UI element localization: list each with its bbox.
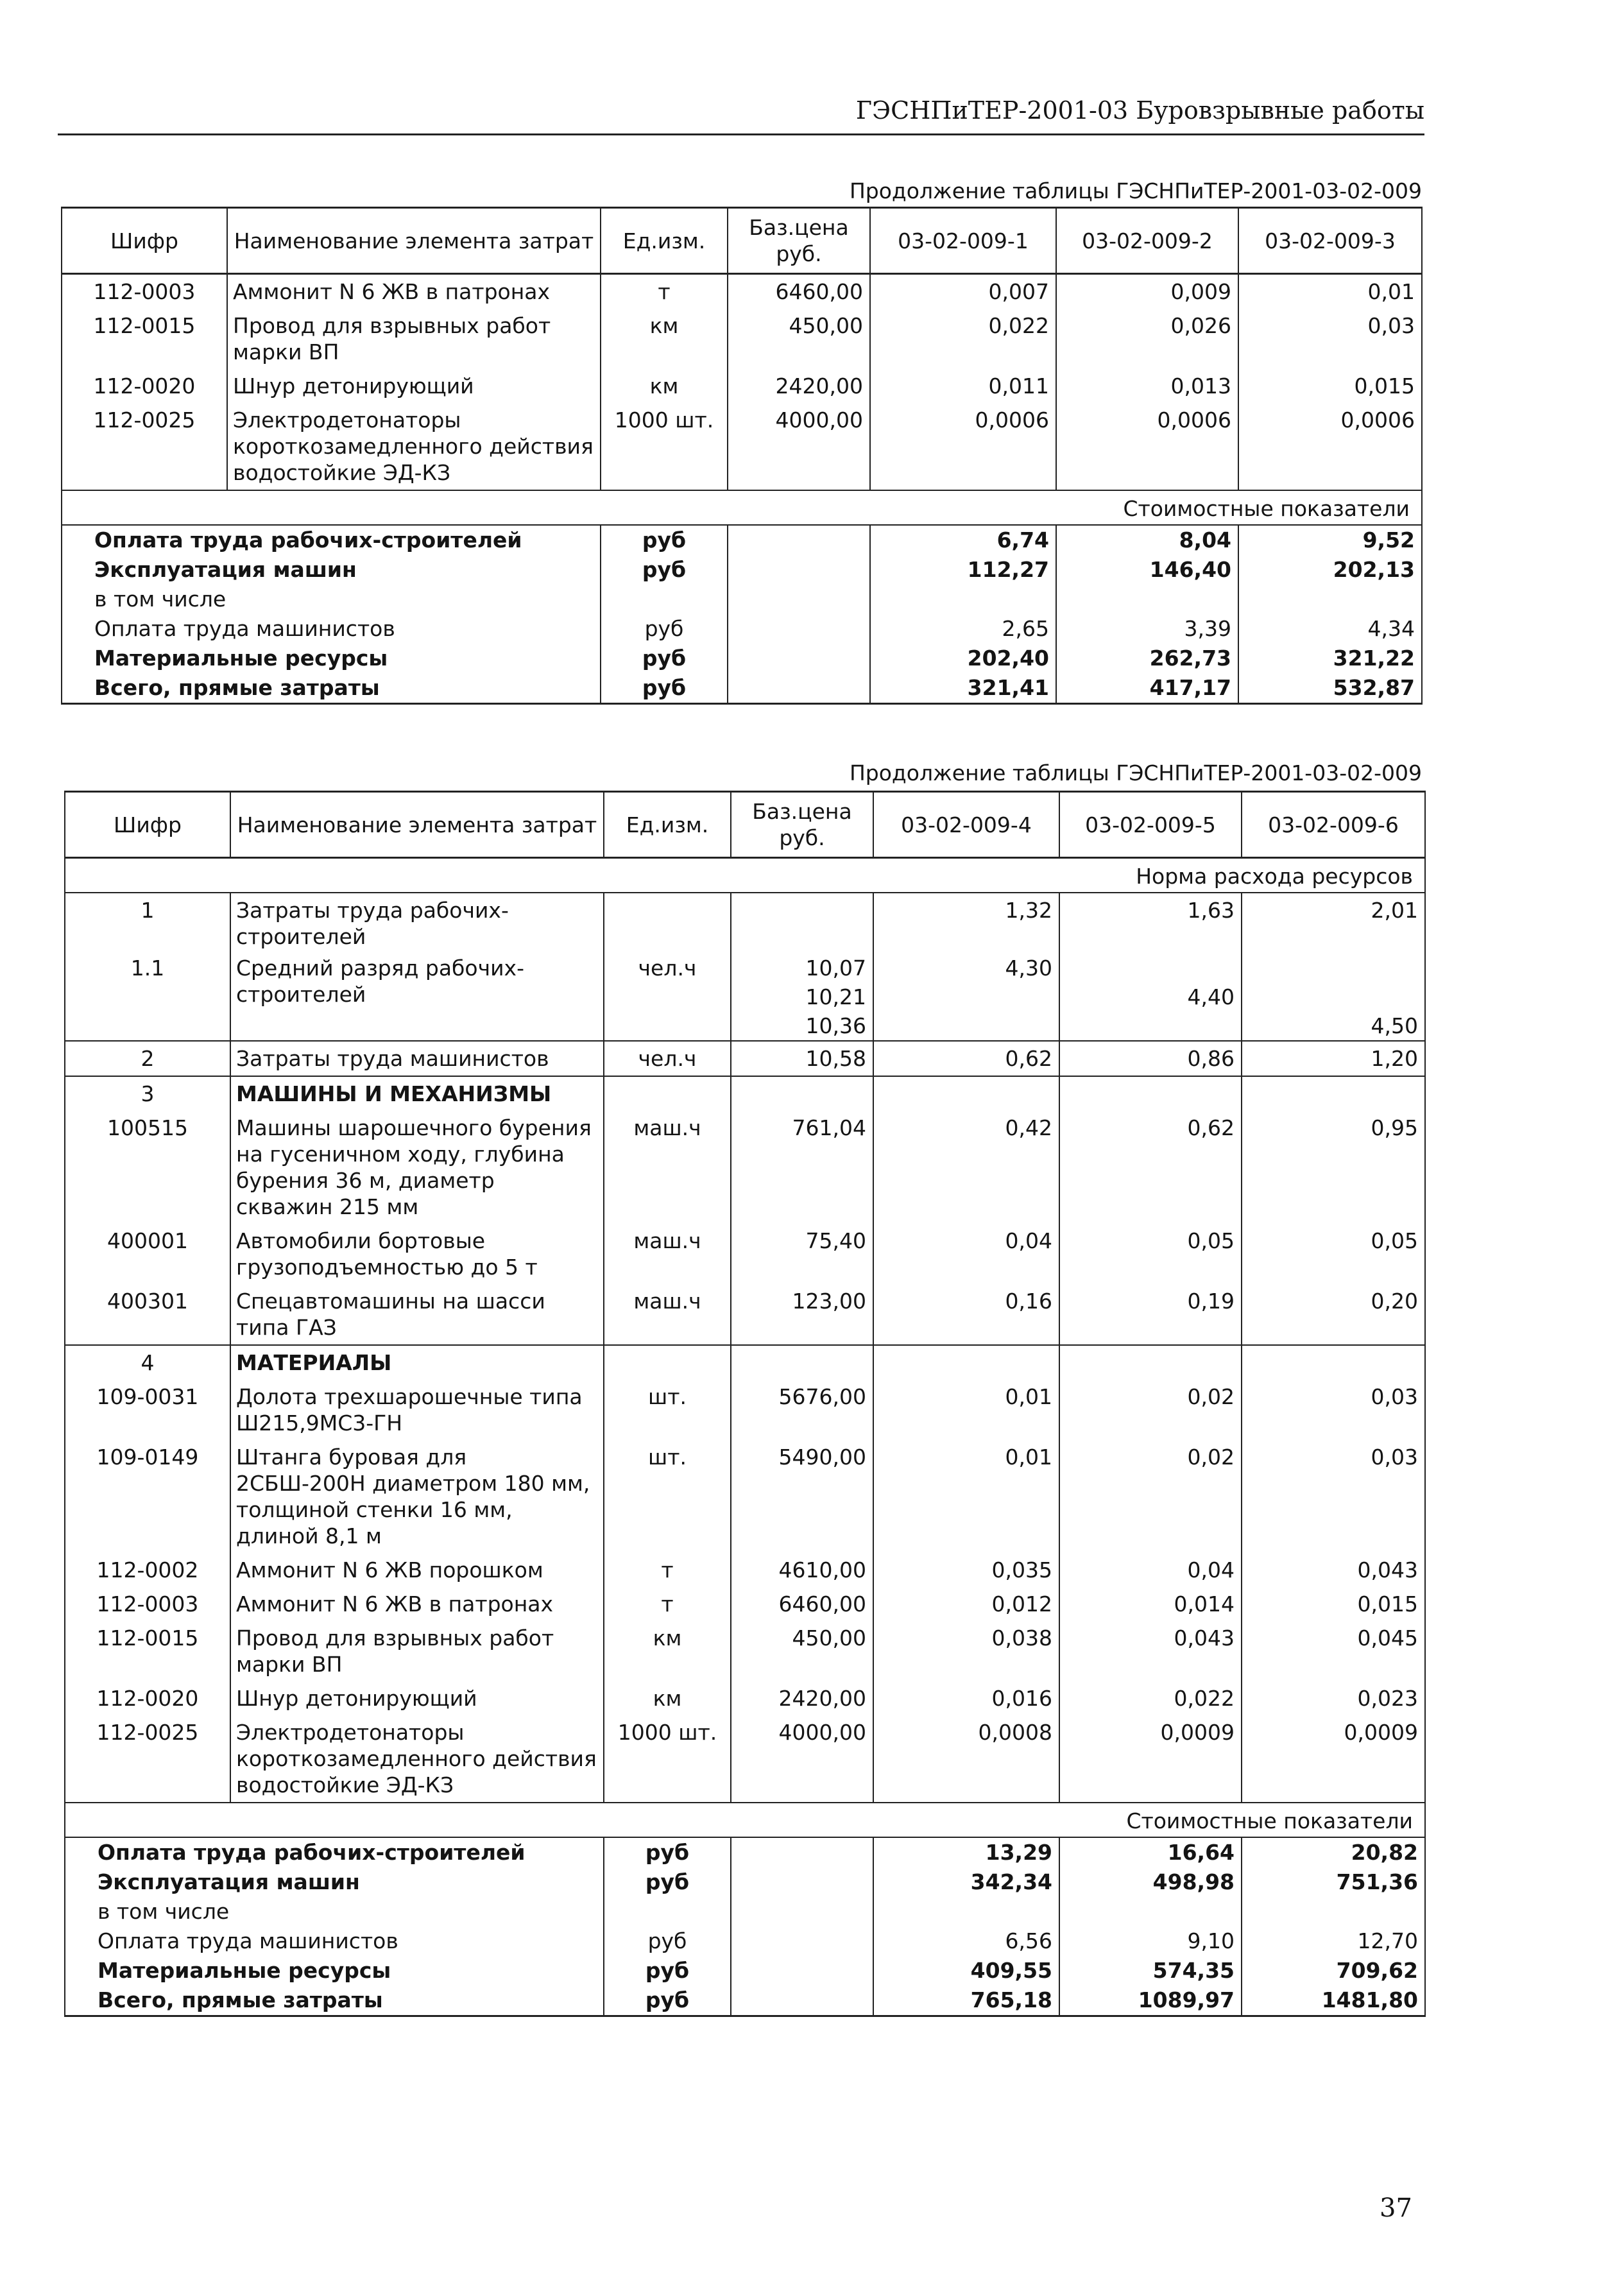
cost-row [62, 614, 1422, 644]
cost-value [1238, 585, 1422, 614]
cost-price [731, 1956, 873, 1986]
cost-price [731, 1867, 873, 1897]
section-row [65, 1076, 1425, 1111]
resource-price: 75,40 [731, 1224, 873, 1284]
cost-value: 709,62 [1242, 1956, 1425, 1986]
resource-name: Провод для взрывных работ марки ВП [230, 1621, 604, 1681]
cost-value: 8,04 [1056, 525, 1238, 555]
resource-unit: км [604, 1621, 731, 1681]
table-row [65, 954, 1425, 982]
table-row [62, 309, 1422, 369]
resource-value: 4,50 [1242, 1011, 1425, 1041]
resource-name: Аммонит N 6 ЖВ в патронах [230, 1587, 604, 1621]
resource-price: 450,00 [731, 1621, 873, 1681]
column-header-variant: 03-02-009-5 [1059, 792, 1242, 858]
column-header-variant: 03-02-009-6 [1242, 792, 1425, 858]
cost-price [731, 1926, 873, 1956]
section-title-row [62, 490, 1422, 525]
running-header: ГЭСНПиТЕР-2001-03 Буровзрывные работы [58, 96, 1424, 135]
section-title-row [65, 858, 1425, 893]
resource-name: Провод для взрывных работ марки ВП [227, 309, 601, 369]
resource-value: 1,63 [1059, 893, 1242, 954]
cost-value: 417,17 [1056, 673, 1238, 704]
table-row [65, 1440, 1425, 1553]
empty-cell [873, 1345, 1059, 1380]
cost-label: Оплата труда рабочих-строителей [62, 525, 601, 555]
cost-value: 1089,97 [1059, 1986, 1242, 2016]
resource-value: 0,0006 [1238, 403, 1422, 490]
cost-value: 9,10 [1059, 1926, 1242, 1956]
resource-name: Затраты труда рабочих-строителей [230, 893, 604, 954]
cost-value [1242, 1897, 1425, 1926]
cost-unit: руб [604, 1986, 731, 2016]
resource-unit: 1000 шт. [601, 403, 728, 490]
column-header-code: Шифр [62, 208, 227, 274]
resource-code: 400301 [65, 1284, 230, 1345]
resource-value: 0,026 [1056, 309, 1238, 369]
table-header-row [62, 208, 1422, 274]
table-row [62, 403, 1422, 490]
resource-value: 0,022 [1059, 1681, 1242, 1715]
empty-cell [1059, 1345, 1242, 1380]
resource-value: 0,01 [1238, 274, 1422, 309]
cost-price [728, 585, 870, 614]
resource-code: 400001 [65, 1224, 230, 1284]
resource-value: 0,04 [1059, 1553, 1242, 1587]
table-row [65, 1715, 1425, 1803]
cost-value: 9,52 [1238, 525, 1422, 555]
cost-unit: руб [604, 1837, 731, 1867]
resource-price: 761,04 [731, 1111, 873, 1224]
cost-price [728, 614, 870, 644]
resource-code: 1 [65, 893, 230, 954]
resource-name: Долота трехшарошечные типа Ш215,9МС3-ГН [230, 1380, 604, 1440]
cost-value: 1481,80 [1242, 1986, 1425, 2016]
table-row [65, 1621, 1425, 1681]
cost-value: 146,40 [1056, 555, 1238, 585]
resource-name: Спецавтомашины на шасси типа ГАЗ [230, 1284, 604, 1345]
column-header-variant: 03-02-009-3 [1238, 208, 1422, 274]
table-row [65, 1681, 1425, 1715]
resource-price: 450,00 [728, 309, 870, 369]
resource-unit: т [604, 1553, 731, 1587]
resource-value [873, 1011, 1059, 1041]
column-header-name: Наименование элемента затрат [230, 792, 604, 858]
resource-unit: км [601, 309, 728, 369]
cost-label: в том числе [62, 585, 601, 614]
column-header-price: Баз.цена руб. [728, 208, 870, 274]
resource-value: 0,0006 [870, 403, 1056, 490]
resource-value: 0,038 [873, 1621, 1059, 1681]
cost-unit: руб [601, 555, 728, 585]
cost-value: 4,34 [1238, 614, 1422, 644]
table-row [62, 274, 1422, 309]
resource-name: Штанга буровая для 2СБШ-200Н диаметром 180 мм, толщиной стенки 16 мм, длиной 8,1 м [230, 1440, 604, 1553]
cost-label: Эксплуатация машин [62, 555, 601, 585]
cost-price [728, 555, 870, 585]
cost-row [65, 1867, 1425, 1897]
norm-title: Норма расхода ресурсов [65, 858, 1425, 893]
cost-value: 112,27 [870, 555, 1056, 585]
cost-value: 20,82 [1242, 1837, 1425, 1867]
resource-value [1059, 954, 1242, 982]
resource-unit: маш.ч [604, 1284, 731, 1345]
section-title: МАТЕРИАЛЫ [230, 1345, 604, 1380]
resource-unit: маш.ч [604, 1111, 731, 1224]
cost-value: 751,36 [1242, 1867, 1425, 1897]
resource-value: 0,007 [870, 274, 1056, 309]
resource-code: 1.1 [65, 954, 230, 1041]
cost-value: 765,18 [873, 1986, 1059, 2016]
resource-value: 0,02 [1059, 1440, 1242, 1553]
resource-price: 6460,00 [731, 1587, 873, 1621]
resource-price: 2420,00 [731, 1681, 873, 1715]
cost-price [728, 673, 870, 704]
cost-row [65, 1926, 1425, 1956]
resource-value: 0,03 [1242, 1440, 1425, 1553]
cost-unit: руб [601, 673, 728, 704]
resource-name: Шнур детонирующий [227, 369, 601, 403]
resource-value: 4,40 [1059, 982, 1242, 1011]
cost-row [65, 1956, 1425, 1986]
resource-value: 0,86 [1059, 1041, 1242, 1076]
empty-cell [731, 1345, 873, 1380]
cost-value: 532,87 [1238, 673, 1422, 704]
table-row [65, 1380, 1425, 1440]
cost-unit: руб [601, 614, 728, 644]
resource-unit: шт. [604, 1380, 731, 1440]
resource-value [1242, 982, 1425, 1011]
cost-price [728, 525, 870, 555]
resource-value: 0,043 [1242, 1553, 1425, 1587]
resource-value: 0,022 [870, 309, 1056, 369]
resource-value: 0,035 [873, 1553, 1059, 1587]
resource-name: Машины шарошечного бурения на гусеничном ходу, глубина бурения 36 м, диаметр скважин 215 мм [230, 1111, 604, 1224]
table-row [62, 369, 1422, 403]
cost-label: Всего, прямые затраты [65, 1986, 604, 2016]
resource-price: 10,36 [731, 1011, 873, 1041]
resource-code: 112-0015 [65, 1621, 230, 1681]
resource-name: Электродетонаторы короткозамедленного действия водостойкие ЭД-КЗ [227, 403, 601, 490]
resource-price: 6460,00 [728, 274, 870, 309]
cost-value [1056, 585, 1238, 614]
resource-price: 2420,00 [728, 369, 870, 403]
resource-value: 0,03 [1242, 1380, 1425, 1440]
resource-value: 0,045 [1242, 1621, 1425, 1681]
cost-label: Оплата труда машинистов [62, 614, 601, 644]
resource-unit: шт. [604, 1440, 731, 1553]
resource-table-1 [61, 207, 1423, 705]
resource-value: 2,01 [1242, 893, 1425, 954]
resource-table-2 [64, 791, 1426, 2017]
cost-label: Материальные ресурсы [62, 644, 601, 673]
resource-unit [604, 893, 731, 954]
cost-value: 6,74 [870, 525, 1056, 555]
resource-value [1059, 1011, 1242, 1041]
cost-label: Оплата труда рабочих-строителей [65, 1837, 604, 1867]
resource-value: 0,01 [873, 1440, 1059, 1553]
table-row [65, 1284, 1425, 1345]
resource-name: Аммонит N 6 ЖВ порошком [230, 1553, 604, 1587]
cost-value: 202,13 [1238, 555, 1422, 585]
cost-value: 202,40 [870, 644, 1056, 673]
cost-label: Материальные ресурсы [65, 1956, 604, 1986]
cost-unit: руб [604, 1867, 731, 1897]
resource-price: 4610,00 [731, 1553, 873, 1587]
resource-name: Электродетонаторы короткозамедленного действия водостойкие ЭД-КЗ [230, 1715, 604, 1803]
resource-value: 0,19 [1059, 1284, 1242, 1345]
table-caption: Продолжение таблицы ГЭСНПиТЕР-2001-03-02-009 [849, 760, 1422, 785]
cost-value [870, 585, 1056, 614]
resource-value: 0,03 [1238, 309, 1422, 369]
resource-value [1242, 954, 1425, 982]
cost-value: 262,73 [1056, 644, 1238, 673]
section-title-row [65, 1803, 1425, 1837]
cost-value: 2,65 [870, 614, 1056, 644]
cost-label: в том числе [65, 1897, 604, 1926]
cost-row [62, 644, 1422, 673]
resource-name: Средний разряд рабочих-строителей [230, 954, 604, 1041]
resource-name: Автомобили бортовые грузоподъемностью до 5 т [230, 1224, 604, 1284]
cost-row [62, 555, 1422, 585]
resource-value: 0,013 [1056, 369, 1238, 403]
cost-value: 321,22 [1238, 644, 1422, 673]
resource-unit: км [601, 369, 728, 403]
resource-code: 112-0025 [62, 403, 227, 490]
cost-value: 16,64 [1059, 1837, 1242, 1867]
resource-unit: чел.ч [604, 954, 731, 1041]
cost-value: 12,70 [1242, 1926, 1425, 1956]
resource-value: 0,02 [1059, 1380, 1242, 1440]
column-header-variant: 03-02-009-4 [873, 792, 1059, 858]
resource-value: 0,016 [873, 1681, 1059, 1715]
cost-indicators-title: Стоимостные показатели [62, 490, 1422, 525]
page-number: 37 [1380, 2193, 1412, 2223]
cost-value [873, 1897, 1059, 1926]
cost-price [731, 1986, 873, 2016]
cost-unit [601, 585, 728, 614]
table-row [65, 1587, 1425, 1621]
cost-unit: руб [601, 644, 728, 673]
resource-value: 4,30 [873, 954, 1059, 982]
column-header-variant: 03-02-009-2 [1056, 208, 1238, 274]
column-header-unit: Ед.изм. [604, 792, 731, 858]
section-code: 4 [65, 1345, 230, 1380]
resource-value: 0,20 [1242, 1284, 1425, 1345]
cost-price [731, 1837, 873, 1867]
section-title: МАШИНЫ И МЕХАНИЗМЫ [230, 1076, 604, 1111]
cost-price [731, 1897, 873, 1926]
resource-name: Затраты труда машинистов [230, 1041, 604, 1076]
resource-unit: км [604, 1681, 731, 1715]
resource-value: 0,05 [1242, 1224, 1425, 1284]
resource-code: 112-0020 [62, 369, 227, 403]
table-row [65, 893, 1425, 954]
resource-value: 0,0006 [1056, 403, 1238, 490]
resource-price: 4000,00 [731, 1715, 873, 1803]
resource-value: 0,0009 [1059, 1715, 1242, 1803]
cost-value: 498,98 [1059, 1867, 1242, 1897]
cost-value: 321,41 [870, 673, 1056, 704]
cost-unit: руб [604, 1956, 731, 1986]
resource-value: 0,95 [1242, 1111, 1425, 1224]
resource-name: Аммонит N 6 ЖВ в патронах [227, 274, 601, 309]
cost-unit: руб [604, 1926, 731, 1956]
cost-row [65, 1986, 1425, 2016]
cost-row [65, 1837, 1425, 1867]
table-header-row [65, 792, 1425, 858]
resource-code: 2 [65, 1041, 230, 1076]
resource-value: 1,20 [1242, 1041, 1425, 1076]
column-header-unit: Ед.изм. [601, 208, 728, 274]
resource-unit: маш.ч [604, 1224, 731, 1284]
section-code: 3 [65, 1076, 230, 1111]
resource-price: 10,21 [731, 982, 873, 1011]
resource-price: 123,00 [731, 1284, 873, 1345]
column-header-code: Шифр [65, 792, 230, 858]
cost-value: 13,29 [873, 1837, 1059, 1867]
cost-label: Всего, прямые затраты [62, 673, 601, 704]
cost-unit [604, 1897, 731, 1926]
resource-code: 112-0015 [62, 309, 227, 369]
resource-value: 0,015 [1238, 369, 1422, 403]
table-row [65, 1224, 1425, 1284]
cost-row [65, 1897, 1425, 1926]
cost-label: Оплата труда машинистов [65, 1926, 604, 1956]
column-header-variant: 03-02-009-1 [870, 208, 1056, 274]
resource-value: 0,04 [873, 1224, 1059, 1284]
resource-unit: т [601, 274, 728, 309]
empty-cell [604, 1076, 731, 1111]
resource-code: 100515 [65, 1111, 230, 1224]
empty-cell [1059, 1076, 1242, 1111]
empty-cell [604, 1345, 731, 1380]
empty-cell [731, 1076, 873, 1111]
table-row [65, 1041, 1425, 1076]
empty-cell [873, 1076, 1059, 1111]
resource-code: 109-0031 [65, 1380, 230, 1440]
cost-row [62, 525, 1422, 555]
resource-code: 109-0149 [65, 1440, 230, 1553]
resource-value: 0,009 [1056, 274, 1238, 309]
resource-price: 5676,00 [731, 1380, 873, 1440]
resource-code: 112-0025 [65, 1715, 230, 1803]
resource-value: 0,012 [873, 1587, 1059, 1621]
resource-unit: т [604, 1587, 731, 1621]
cost-value: 342,34 [873, 1867, 1059, 1897]
empty-cell [1242, 1345, 1425, 1380]
resource-code: 112-0020 [65, 1681, 230, 1715]
resource-price: 10,58 [731, 1041, 873, 1076]
empty-cell [1242, 1076, 1425, 1111]
cost-unit: руб [601, 525, 728, 555]
resource-value: 0,16 [873, 1284, 1059, 1345]
table-caption: Продолжение таблицы ГЭСНПиТЕР-2001-03-02-009 [849, 178, 1422, 203]
resource-code: 112-0003 [65, 1587, 230, 1621]
resource-value: 0,043 [1059, 1621, 1242, 1681]
table-row [65, 1553, 1425, 1587]
resource-price: 10,07 [731, 954, 873, 982]
resource-value: 1,32 [873, 893, 1059, 954]
resource-value: 0,42 [873, 1111, 1059, 1224]
resource-value: 0,011 [870, 369, 1056, 403]
resource-price: 4000,00 [728, 403, 870, 490]
cost-value: 574,35 [1059, 1956, 1242, 1986]
cost-row [62, 585, 1422, 614]
resource-value: 0,62 [1059, 1111, 1242, 1224]
column-header-name: Наименование элемента затрат [227, 208, 601, 274]
cost-value [1059, 1897, 1242, 1926]
resource-value [873, 982, 1059, 1011]
resource-value: 0,014 [1059, 1587, 1242, 1621]
resource-value: 0,01 [873, 1380, 1059, 1440]
resource-code: 112-0002 [65, 1553, 230, 1587]
table-row [65, 1111, 1425, 1224]
section-row [65, 1345, 1425, 1380]
resource-value: 0,0008 [873, 1715, 1059, 1803]
resource-value: 0,023 [1242, 1681, 1425, 1715]
resource-code: 112-0003 [62, 274, 227, 309]
cost-row [62, 673, 1422, 704]
resource-value: 0,05 [1059, 1224, 1242, 1284]
resource-unit: чел.ч [604, 1041, 731, 1076]
resource-value: 0,62 [873, 1041, 1059, 1076]
resource-price: 5490,00 [731, 1440, 873, 1553]
cost-price [728, 644, 870, 673]
cost-value: 6,56 [873, 1926, 1059, 1956]
column-header-price: Баз.цена руб. [731, 792, 873, 858]
resource-name: Шнур детонирующий [230, 1681, 604, 1715]
resource-unit: 1000 шт. [604, 1715, 731, 1803]
cost-value: 409,55 [873, 1956, 1059, 1986]
cost-indicators-title: Стоимостные показатели [65, 1803, 1425, 1837]
cost-label: Эксплуатация машин [65, 1867, 604, 1897]
resource-value: 0,0009 [1242, 1715, 1425, 1803]
resource-price [731, 893, 873, 954]
resource-value: 0,015 [1242, 1587, 1425, 1621]
cost-value: 3,39 [1056, 614, 1238, 644]
